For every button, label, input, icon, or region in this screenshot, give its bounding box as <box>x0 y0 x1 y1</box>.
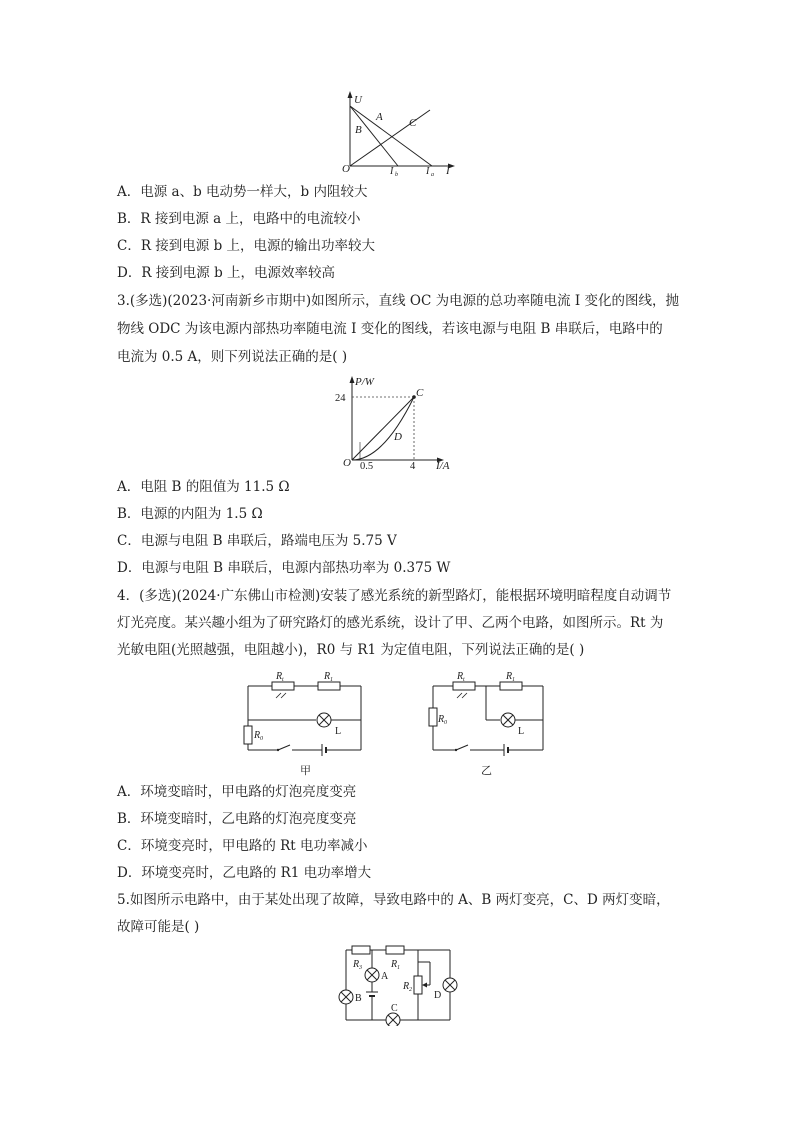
label-B: B <box>355 124 362 136</box>
svg-text:1: 1 <box>512 677 515 683</box>
q3-option-c: C．电源与电阻 B 串联后，路端电压为 5.75 V <box>117 533 397 549</box>
label-O: O <box>342 163 350 175</box>
q3-option-d: D．电源与电阻 B 串联后，电源内部热功率为 0.375 W <box>117 560 451 576</box>
q3-option-a: A．电阻 B 的阻值为 11.5 Ω <box>117 479 290 495</box>
label-r3: R <box>353 959 360 970</box>
q3-stem-line1: 3.(多选)(2023·河南新乡市期中)如图所示，直线 OC 为电源的总功率随电流 I 变化的图线，抛 <box>117 293 679 309</box>
q2-option-d: D．R 接到电源 b 上，电源效率较高 <box>117 265 336 281</box>
q3-stem-line2: 物线 ODC 为该电源内部热功率随电流 I 变化的图线，若该电源与电阻 B 串联后，电路中的 <box>117 321 663 337</box>
rheostat-r2 <box>414 976 422 994</box>
q4-option-b: B．环境变暗时，乙电路的灯泡亮度变亮 <box>117 811 357 827</box>
svg-text:t: t <box>282 677 284 683</box>
svg-text:1: 1 <box>397 965 400 971</box>
label-P: P/W <box>355 376 374 388</box>
q2-option-b: B．R 接到电源 a 上，电路中的电流较小 <box>117 211 361 227</box>
q5-stem-line1: 5.如图所示电路中，由于某处出现了故障，导致电路中的 A、B 两灯变亮，C、D 两灯变暗， <box>117 892 670 908</box>
resistor-r0 <box>244 726 252 744</box>
label-U: U <box>354 94 362 106</box>
label-D: D <box>394 431 402 443</box>
q4-stem-line1: 4．(多选)(2024·广东佛山市检测)安装了感光系统的新型路灯，能根据环境明暗程度自动调节 <box>117 588 672 604</box>
resistor-r0-2 <box>429 708 437 726</box>
svg-text:t: t <box>463 677 465 683</box>
photoresistor-rt <box>272 682 294 690</box>
label-r1: R <box>391 959 398 970</box>
q4-stem-line3: 光敏电阻(光照越强，电阻越小)，R0 与 R1 为定值电阻，下列说法正确的是( ) <box>117 642 585 658</box>
q5-stem-line2: 故障可能是( ) <box>117 919 200 935</box>
q2-option-c: C．R 接到电源 b 上，电源的输出功率较大 <box>117 238 376 254</box>
svg-text:0: 0 <box>260 736 263 742</box>
label-l: L <box>335 726 342 737</box>
fault-circuit-figure <box>330 940 466 1026</box>
label-r2: R <box>403 981 410 992</box>
q3-stem-line3: 电流为 0.5 A，则下列说法正确的是( ) <box>117 349 348 365</box>
label-O: O <box>343 457 351 469</box>
resistor-r1 <box>386 946 404 954</box>
pi-graph-figure <box>332 372 462 472</box>
label-rt-2: R <box>457 671 464 682</box>
label-r0: R <box>254 730 261 741</box>
label-C: C <box>416 387 424 399</box>
svg-text:1: 1 <box>330 677 333 683</box>
circuit-jia <box>244 671 361 777</box>
svg-text:3: 3 <box>359 965 362 971</box>
label-05: 0.5 <box>360 461 374 472</box>
label-C: C <box>409 117 417 129</box>
q3-option-b: B．电源的内阻为 1.5 Ω <box>117 506 263 522</box>
label-r0-2: R <box>438 714 445 725</box>
svg-text:0: 0 <box>444 720 447 726</box>
q2-option-a: A．电源 a、b 电动势一样大，b 内阻较大 <box>117 184 368 200</box>
label-Ia-sub: a <box>431 172 434 178</box>
line-oc <box>352 397 414 460</box>
q4-stem-line2: 灯光亮度。某兴趣小组为了研究路灯的感光系统，设计了甲、乙两个电路，如图所示。Rt 为 <box>117 615 664 631</box>
label-r1: R <box>324 671 331 682</box>
label-b: B <box>355 993 362 1004</box>
resistor-r3 <box>352 946 370 954</box>
line-c <box>350 110 430 166</box>
label-I: I <box>446 165 450 177</box>
label-l-2: L <box>518 726 525 737</box>
label-A: A <box>376 111 383 123</box>
label-yi: 乙 <box>481 765 492 777</box>
label-jia: 甲 <box>300 765 311 777</box>
label-24: 24 <box>335 393 346 404</box>
label-Ib-sub: b <box>395 172 398 178</box>
circuits-jia-yi-figure <box>238 668 550 780</box>
label-r1-2: R <box>506 671 513 682</box>
q4-option-d: D．环境变亮时，乙电路的 R1 电功率增大 <box>117 865 372 881</box>
q4-option-c: C．环境变亮时，甲电路的 Rt 电功率减小 <box>117 838 368 854</box>
ui-graph-figure <box>330 88 465 180</box>
label-c: C <box>391 1003 398 1014</box>
label-rt: R <box>276 671 283 682</box>
label-4: 4 <box>410 461 416 472</box>
label-a: A <box>381 971 389 982</box>
circuit-yi <box>429 671 543 777</box>
label-I: I/A <box>436 460 450 472</box>
photoresistor-rt-2 <box>453 682 475 690</box>
label-Ib: I <box>390 166 394 177</box>
resistor-r1-2 <box>500 682 522 690</box>
label-d: D <box>434 990 442 1001</box>
q4-option-a: A．环境变暗时，甲电路的灯泡亮度变亮 <box>117 784 357 800</box>
svg-text:2: 2 <box>409 987 412 993</box>
label-Ia: I <box>426 166 430 177</box>
resistor-r1 <box>318 682 340 690</box>
